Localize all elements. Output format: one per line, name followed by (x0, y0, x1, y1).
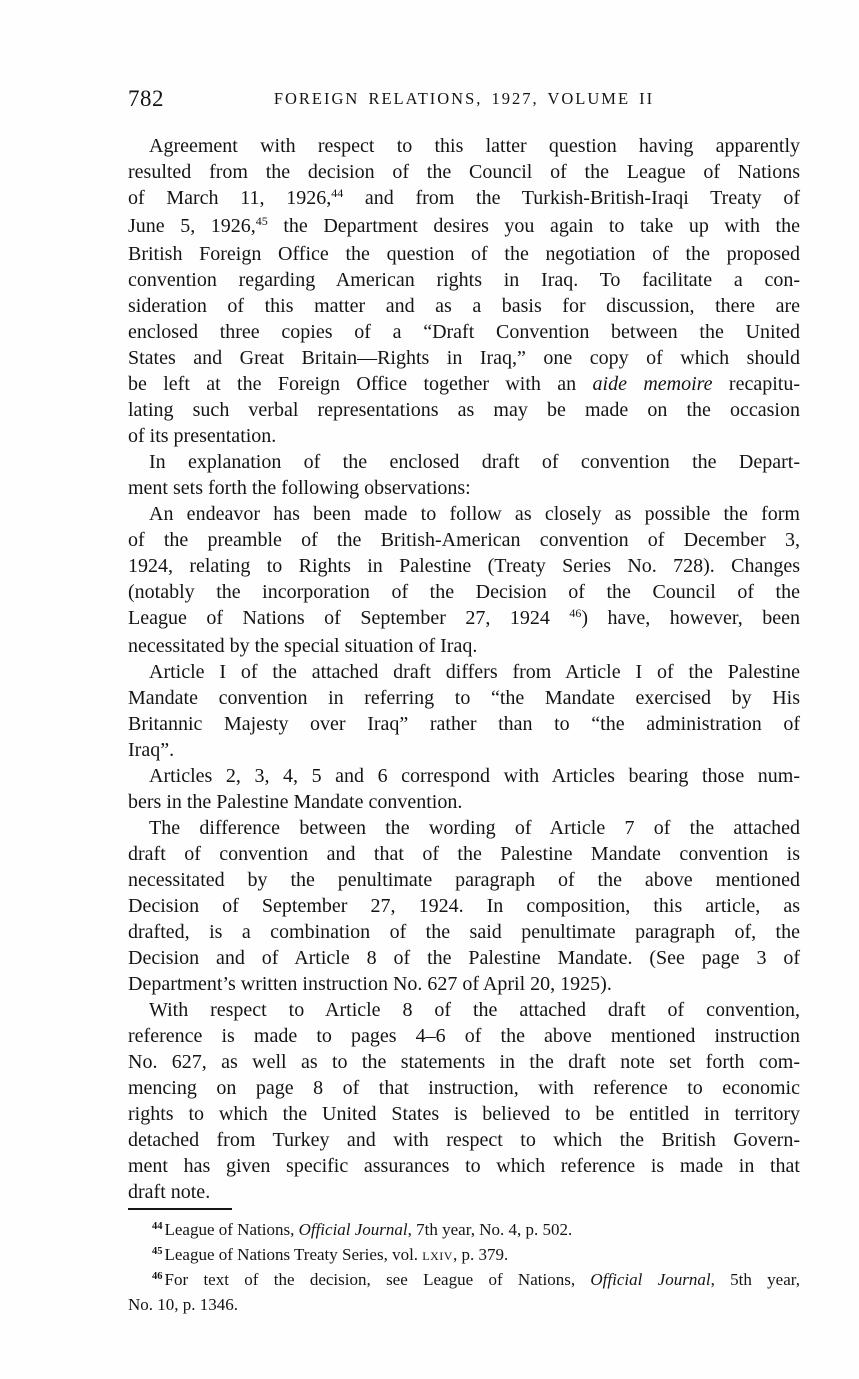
text-line: of its presentation. (128, 425, 277, 447)
text-line: be left at the Foreign Office together with an aide memoire recapitu- (128, 373, 800, 395)
text-line: With respect to Article 8 of the attached draft of convention, (149, 999, 800, 1021)
text-line: rights to which the United States is believed to be entitled in territory (128, 1103, 800, 1125)
paragraph (128, 501, 800, 659)
text-line: Decision and of Article 8 of the Palestine Mandate. (See page 3 of (128, 947, 800, 969)
text-line: Article I of the attached draft differs from Article I of the Palestine (149, 661, 800, 683)
text-line: bers in the Palestine Mandate convention. (128, 791, 463, 813)
footnote-separator (128, 1208, 232, 1210)
text-line: League of Nations of September 27, 1924 $^{46}$) have, however, been (128, 606, 800, 629)
footnote-reference: 46 (569, 606, 582, 620)
text-line: Decision of September 27, 1924. In composition, this article, as (128, 895, 800, 917)
text-line: resulted from the decision of the Council of the League of Nations (128, 161, 800, 183)
text-line: drafted, is a combination of the said penultimate paragraph of, the (128, 921, 800, 943)
page-number: 782 (128, 86, 164, 111)
text-line: Agreement with respect to this latter question having apparently (149, 135, 800, 157)
text-line: lating such verbal representations as may be made on the occasion (128, 399, 800, 421)
paragraph (128, 997, 800, 1205)
text-line: An endeavor has been made to follow as closely as possible the form (149, 503, 800, 525)
footnote (128, 1269, 800, 1316)
page-header (128, 86, 800, 112)
footnote-marker: 46 (152, 1271, 163, 1282)
text-line: $^{44}$ League of Nations, Official Journal, 7th year, No. 4, p. 502. (152, 1220, 573, 1239)
text-line: convention regarding American rights in Iraq. To facilitate a con- (128, 269, 800, 291)
text-line: In explanation of the enclosed draft of convention the Depart- (149, 451, 800, 473)
text-line: $^{45}$ League of Nations Treaty Series, vol. lxiv, p. 379. (152, 1245, 509, 1264)
text-line: Department’s written instruction No. 627 of April 20, 1925). (128, 973, 612, 995)
paragraph (128, 659, 800, 763)
footnote (128, 1244, 800, 1269)
text-line: No. 10, p. 1346. (128, 1295, 239, 1314)
footnote-reference: 44 (331, 186, 344, 200)
text-line: reference is made to pages 4–6 of the above mentioned instruction (128, 1025, 800, 1047)
text-line: $^{46}$ For text of the decision, see League of Nations, Official Journal, 5th year, (152, 1270, 801, 1289)
footnote-marker: 45 (152, 1246, 163, 1257)
text-line: No. 627, as well as to the statements in the draft note set forth com- (128, 1051, 800, 1073)
text-line: ment sets forth the following observations: (128, 477, 471, 499)
text-line: States and Great Britain—Rights in Iraq,” one copy of which should (128, 347, 800, 369)
text-line: British Foreign Office the question of the negotiation of the proposed (128, 243, 800, 265)
running-head: FOREIGN RELATIONS, 1927, VOLUME II (273, 89, 655, 108)
text-line: of the preamble of the British-American convention of December 3, (128, 529, 800, 551)
text-line: ment has given specific assurances to which reference is made in that (128, 1155, 800, 1177)
text-line: 1924, relating to Rights in Palestine (Treaty Series No. 728). Changes (128, 555, 800, 577)
paragraph (128, 815, 800, 997)
text-line: Mandate convention in referring to “the Mandate exercised by His (128, 687, 800, 709)
text-line: necessitated by the special situation of Iraq. (128, 635, 478, 657)
text-line: June 5, 1926,45 the Department desires you again to take up with the (128, 214, 800, 237)
text-line: sideration of this matter and as a basis for discussion, there are (128, 295, 800, 317)
text-line: Iraq”. (128, 739, 175, 761)
text-line: Articles 2, 3, 4, 5 and 6 correspond with Articles bearing those num- (149, 765, 800, 787)
paragraph (128, 763, 800, 815)
text-line: necessitated by the penultimate paragraph of the above mentioned (128, 869, 800, 891)
text-line: The difference between the wording of Article 7 of the attached (149, 817, 800, 839)
footnote-marker: 44 (152, 1221, 163, 1232)
text-line: (notably the incorporation of the Decision of the Council of the (128, 581, 800, 603)
text-line: of March 11, 1926,44 and from the Turkish-British-Iraqi Treaty of (128, 186, 800, 209)
footnote-reference: 45 (255, 214, 268, 228)
text-line: Britannic Majesty over Iraq” rather than to “the administration of (128, 713, 800, 735)
text-line: enclosed three copies of a “Draft Convention between the United (128, 321, 800, 343)
document-body (128, 133, 800, 1205)
paragraph (128, 133, 800, 449)
text-line: draft of convention and that of the Palestine Mandate convention is (128, 843, 800, 865)
footnote (128, 1219, 800, 1244)
text-line: draft note. (128, 1181, 211, 1203)
footnotes-section (128, 1219, 800, 1316)
text-line: detached from Turkey and with respect to which the British Govern- (128, 1129, 800, 1151)
text-line: mencing on page 8 of that instruction, with reference to economic (128, 1077, 800, 1099)
paragraph (128, 449, 800, 501)
